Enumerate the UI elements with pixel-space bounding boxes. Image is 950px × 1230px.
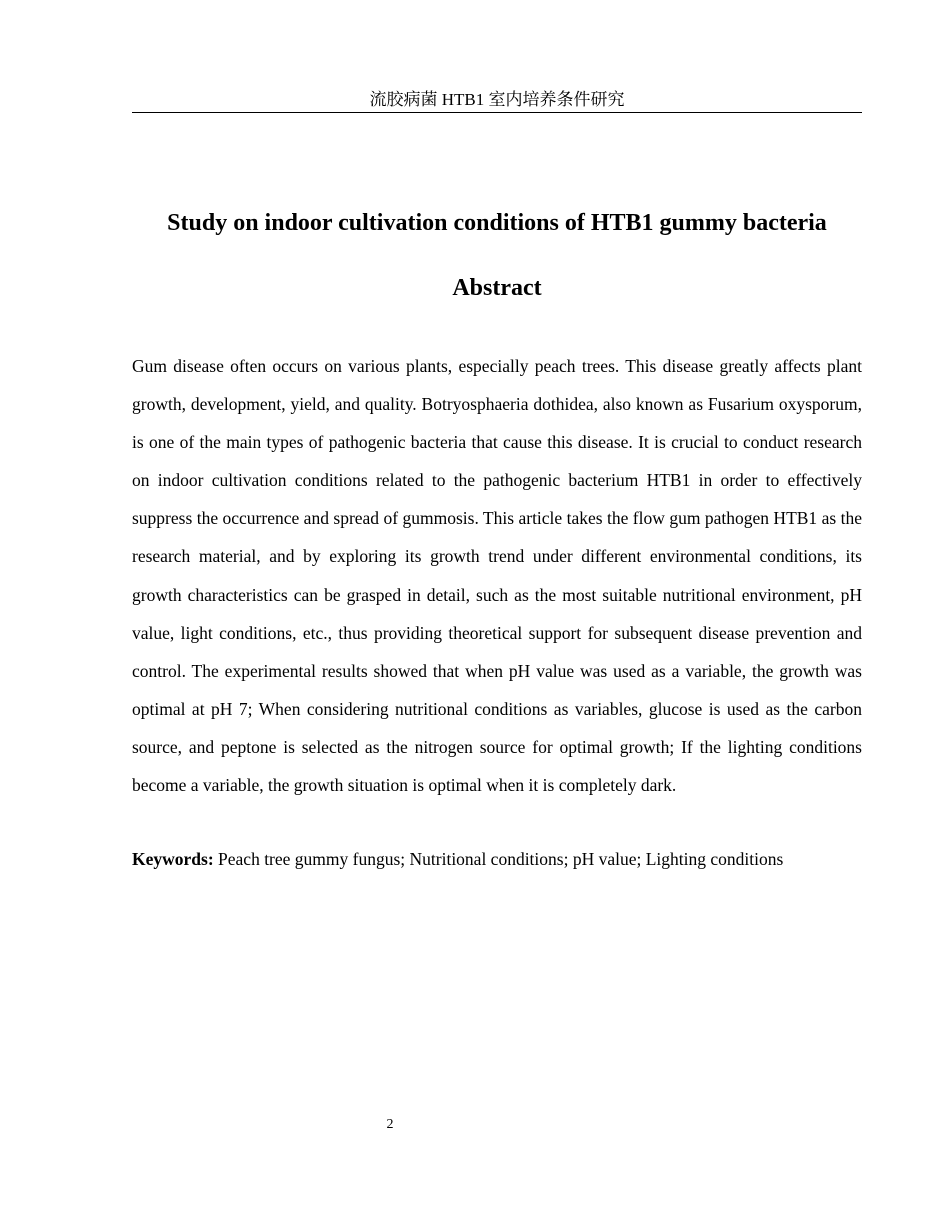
keywords-label: Keywords: xyxy=(132,849,214,869)
page-number: 2 xyxy=(386,1117,394,1132)
running-header: 流胶病菌 HTB1 室内培养条件研究 xyxy=(132,88,862,113)
abstract-body: Gum disease often occurs on various plants, especially peach trees. This disease greatly affects plant growth, development, yield, and quality. Botryosphaeria dothidea, also known as Fusarium oxysporum, is one of the main types of pathogenic bacteria that cause this disease. It is crucial to conduct research on indoor cultivation conditions related to the pathogenic bacterium HTB1 in order to effectively suppress the occurrence and spread of gummosis. This article takes the flow gum pathogen HTB1 as the research material, and by exploring its growth trend under different environmental conditions, its growth characteristics can be grasped in detail, such as the most suitable nutritional environment, pH value, light conditions, etc., thus providing theoretical support for subsequent disease prevention and control. The experimental results showed that when pH value was used as a variable, the growth was optimal at pH 7; When considering nutritional conditions as variables, glucose is used as the carbon source, and peptone is selected as the nitrogen source for optimal growth; If the lighting conditions become a variable, the growth situation is optimal when it is completely dark. xyxy=(132,356,862,796)
paper-title: Study on indoor cultivation conditions of HTB1 gummy bacteria xyxy=(167,210,827,236)
abstract-heading: Abstract xyxy=(452,275,542,301)
keywords-line xyxy=(132,846,862,872)
keywords-text: Peach tree gummy fungus; Nutritional conditions; pH value; Lighting conditions xyxy=(218,849,784,869)
